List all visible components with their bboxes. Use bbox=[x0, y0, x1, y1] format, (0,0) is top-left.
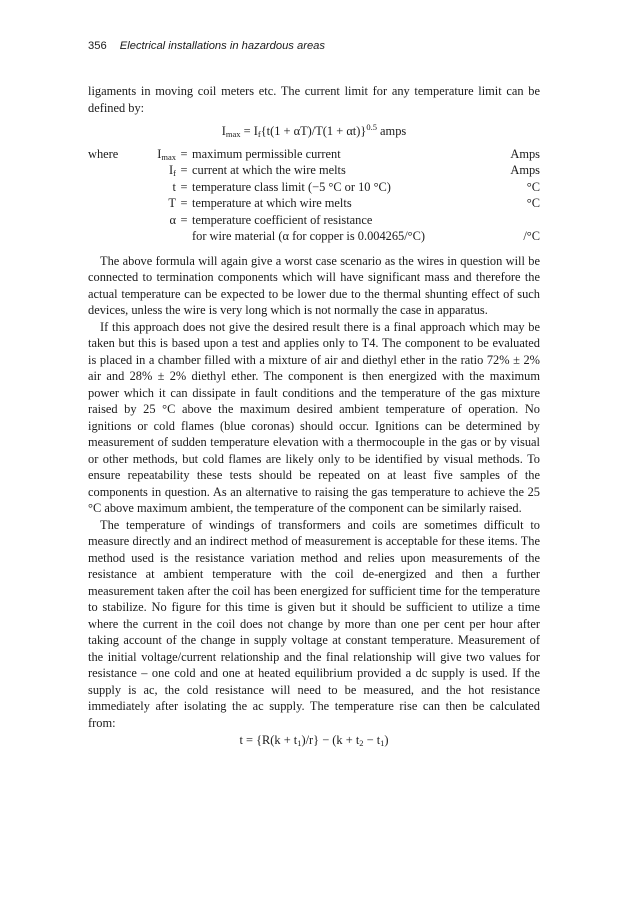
definition-row: T = temperature at which wire melts °C bbox=[88, 195, 540, 212]
intro-paragraph: ligaments in moving coil meters etc. The current limit for any temperature limit can be defined by: bbox=[88, 84, 540, 115]
definition: temperature class limit (−5 °C or 10 °C) bbox=[192, 179, 391, 194]
definition: for wire material (α for copper is 0.004265/°C) bbox=[192, 229, 426, 243]
paragraph: The temperature of windings of transformers and coils are sometimes difficult to measure directly and an indirect method of measurement is acceptable for these items. The method used is the resistance variation method and relies upon measurements of the resistance at ambient temperature with the coil de-energized and then a further measurement taken after the coil has been energized for sufficient time for the temperature to stabilize. No figure for this time is given but it should be sufficient to utilize a time where the current in the coil does not change by more than one per cent per hour after taking account of the change in supply voltage at constant temperature. Measurement of the initial voltage/current relationship and the final relationship will give two values for resistance – one cold and one at heated equilibrium provided a dc supply is used. If the supply is ac, the cold resistance will need to be measured, and the hot resistance immediately after isolating the ac supply. The temperature rise can then be calculated from: bbox=[88, 517, 540, 730]
definition: temperature at which wire melts bbox=[192, 196, 352, 210]
page-body bbox=[88, 83, 540, 749]
running-title: Electrical installations in hazardous areas bbox=[119, 40, 325, 52]
where-label: where bbox=[88, 146, 119, 161]
definition-row: $I_f$ = current at which the wire melts Amps bbox=[88, 162, 540, 179]
unit bbox=[496, 212, 540, 229]
symbol: α bbox=[169, 212, 176, 227]
temperature-rise-formula: $t = \{R(k + t_1)/r\} - (k + t_2 - t_1)$ bbox=[239, 733, 389, 748]
definition: temperature coefficient of resistance bbox=[192, 212, 373, 227]
unit: °C bbox=[526, 179, 540, 194]
symbol: $I_{max}$ bbox=[157, 146, 176, 162]
symbol: T bbox=[168, 196, 176, 210]
page-number: 356 bbox=[88, 40, 107, 52]
unit: Amps bbox=[510, 163, 540, 177]
definition: maximum permissible current bbox=[192, 146, 341, 161]
definition: current at which the wire melts bbox=[192, 163, 346, 177]
definition-row: t = temperature class limit (−5 °C or 10 °C) °C bbox=[88, 179, 540, 196]
definition-row bbox=[88, 228, 540, 245]
variable-definitions bbox=[88, 146, 540, 245]
symbol: t bbox=[172, 179, 176, 194]
paragraph: The above formula will again give a worst case scenario as the wires in question will be connected to termination components which will have significant mass and therefore the actual temperature can be expected to be lower due to the thermal shunting effect of such devices, unless the wire is very long which is not normally the case in apparatus. bbox=[88, 253, 540, 317]
definition-row: α = temperature coefficient of resistance bbox=[88, 212, 540, 229]
unit: °C bbox=[526, 196, 540, 210]
unit: /°C bbox=[523, 229, 540, 243]
definition-row: where $I_{max}$ = maximum permissible current Amps bbox=[88, 146, 540, 162]
unit: Amps bbox=[510, 146, 540, 161]
running-header bbox=[88, 40, 325, 52]
current-limit-formula: $I_{max} = I_f\{t(1 + \alpha T)/T(1 + \alpha t)\}^{0.5}$ amps bbox=[221, 122, 407, 139]
paragraph: If this approach does not give the desired result there is a final approach which may be taken but this is based upon a test and applies only to T4. The component to be evaluated is placed in a chamber filled with a mixture of air and diethyl ether in the ratio 72% ± 2% air and 28% ± 2% diethyl ether. The component is then energized with the maximum power which it can dissipate in fault conditions and the temperature of the gas mixture raised by 25 °C above the maximum desired ambient temperature of operation. No ignitions or cold flames (blue coronas) should occur. Ignitions can be determined by measurement of sudden temperature elevation with a thermocouple in the gas or by visual or other methods, but cold flames are likely only to be identified by visual methods. To ensure repeatability these tests should be repeated on at least five samples of the components in question. As an alternative to raising the gas temperature to achieve the 25 °C above maximum ambient, the temperature of the component can be similarly raised. bbox=[88, 319, 540, 515]
symbol: $I_f$ bbox=[169, 163, 176, 178]
